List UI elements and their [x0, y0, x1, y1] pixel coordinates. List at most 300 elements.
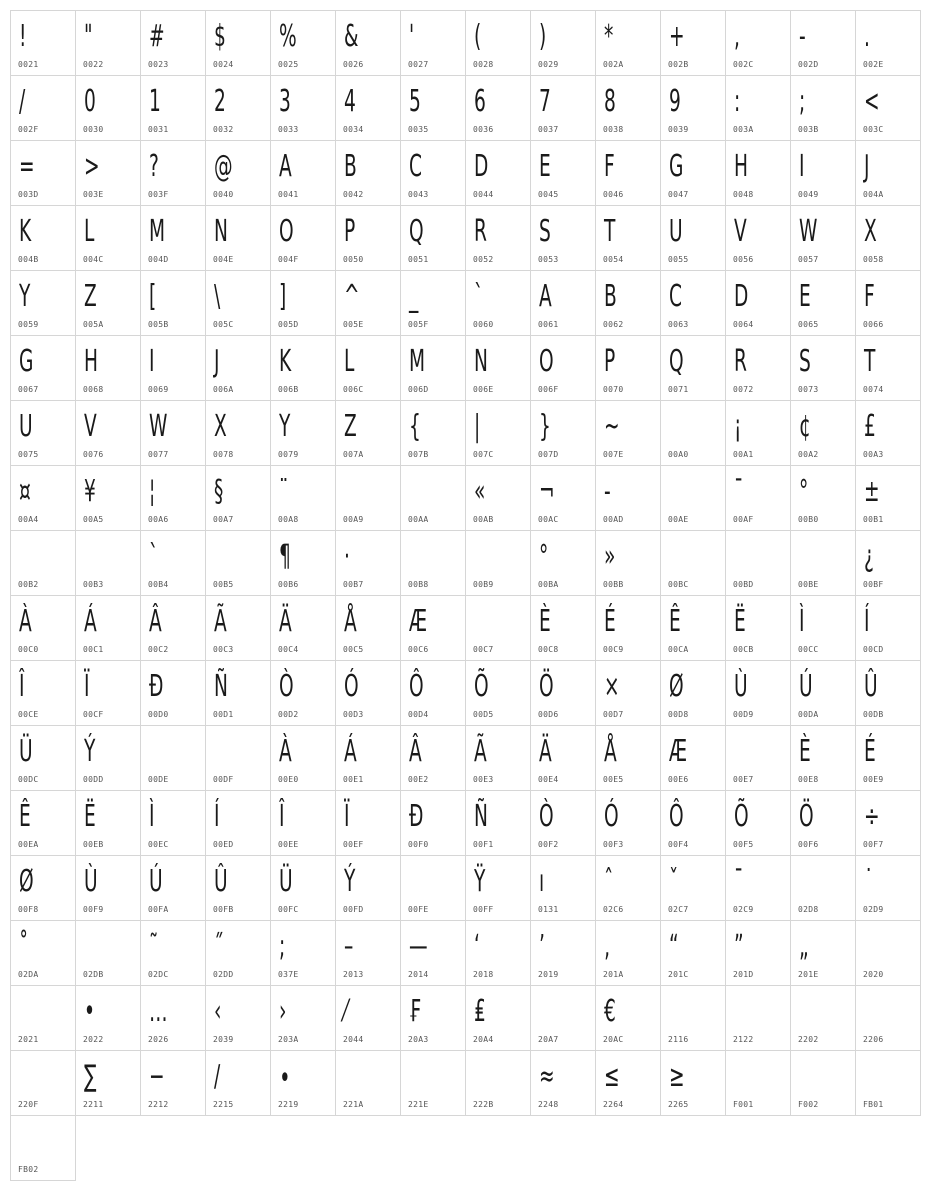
glyph-code-label: 0062: [603, 320, 624, 329]
glyph-code-label: 00DF: [213, 775, 234, 784]
glyph-char: ≈: [539, 1059, 555, 1094]
glyph-cell: [855, 465, 921, 531]
glyph-cell: [725, 270, 791, 336]
glyph-code-label: 004B: [18, 255, 39, 264]
glyph-cell: [530, 75, 596, 141]
glyph-cell: [660, 400, 726, 466]
glyph-code-label: 20AC: [603, 1035, 624, 1044]
glyph-cell: [75, 660, 141, 726]
glyph-char: Ó: [344, 669, 359, 704]
glyph-code-label: 0042: [343, 190, 364, 199]
glyph-code-label: 0045: [538, 190, 559, 199]
glyph-char: Ì: [149, 799, 155, 834]
glyph-char: Á: [84, 604, 97, 639]
glyph-code-label: 002D: [798, 60, 819, 69]
glyph-code-label: 00BD: [733, 580, 754, 589]
glyph-code-label: 00E8: [798, 775, 819, 784]
glyph-cell: [270, 595, 336, 661]
glyph-cell: [465, 660, 531, 726]
glyph-cell: [400, 725, 466, 791]
glyph-char: Ø: [669, 669, 684, 704]
glyph-cell: [790, 595, 856, 661]
glyph-code-label: 004C: [83, 255, 104, 264]
glyph-code-label: 20A7: [538, 1035, 559, 1044]
glyph-cell: [270, 725, 336, 791]
glyph-code-label: 007B: [408, 450, 429, 459]
glyph-cell: [75, 530, 141, 596]
glyph-cell: [595, 335, 661, 401]
glyph-char: Ï: [84, 669, 90, 704]
glyph-cell: [400, 595, 466, 661]
glyph-code-label: 0021: [18, 60, 39, 69]
glyph-code-label: 00A5: [83, 515, 104, 524]
glyph-code-label: 0049: [798, 190, 819, 199]
glyph-cell: [530, 140, 596, 206]
glyph-code-label: 00DC: [18, 775, 39, 784]
glyph-cell: [10, 465, 76, 531]
glyph-cell: [465, 465, 531, 531]
glyph-code-label: 00E5: [603, 775, 624, 784]
glyph-code-label: 0060: [473, 320, 494, 329]
glyph-cell: [725, 1050, 791, 1116]
glyph-code-label: 0040: [213, 190, 234, 199]
glyph-char: `: [474, 279, 484, 314]
glyph-code-label: 00AF: [733, 515, 754, 524]
glyph-char: ˚: [19, 929, 29, 964]
glyph-code-label: 003C: [863, 125, 884, 134]
glyph-char: ‚: [604, 929, 610, 964]
glyph-cell: [855, 595, 921, 661]
glyph-code-label: 2212: [148, 1100, 169, 1109]
glyph-char: ≤: [604, 1059, 620, 1094]
glyph-char: G: [669, 149, 684, 184]
glyph-cell: [75, 595, 141, 661]
glyph-cell: [205, 270, 271, 336]
glyph-char: È: [799, 734, 811, 769]
glyph-cell: [400, 660, 466, 726]
glyph-cell: [660, 140, 726, 206]
glyph-code-label: 00D3: [343, 710, 364, 719]
glyph-char: B: [604, 279, 617, 314]
glyph-char: ·: [344, 539, 350, 574]
glyph-cell: [790, 270, 856, 336]
glyph-code-label: 0043: [408, 190, 429, 199]
glyph-cell: [725, 10, 791, 76]
glyph-cell: [595, 205, 661, 271]
glyph-char: Ù: [84, 864, 98, 899]
glyph-char: Ú: [149, 864, 163, 899]
glyph-char: L: [344, 344, 355, 379]
glyph-char: Y: [279, 409, 291, 444]
glyph-cell: [335, 10, 401, 76]
glyph-code-label: 02DA: [18, 970, 39, 979]
glyph-char: N: [474, 344, 488, 379]
glyph-cell: [465, 10, 531, 76]
glyph-cell: [140, 205, 206, 271]
glyph-code-label: 0058: [863, 255, 884, 264]
glyph-code-label: 006E: [473, 385, 494, 394]
glyph-char: Ù: [734, 669, 748, 704]
glyph-char: G: [19, 344, 34, 379]
glyph-cell: [335, 140, 401, 206]
glyph-cell: [725, 725, 791, 791]
glyph-code-label: 00FC: [278, 905, 299, 914]
glyph-code-label: 2019: [538, 970, 559, 979]
glyph-char: Z: [84, 279, 97, 314]
glyph-cell: [205, 660, 271, 726]
glyph-char: S: [539, 214, 551, 249]
glyph-cell: [270, 335, 336, 401]
glyph-code-label: 00CC: [798, 645, 819, 654]
glyph-code-label: 0064: [733, 320, 754, 329]
glyph-cell: [270, 75, 336, 141]
glyph-cell: [205, 530, 271, 596]
glyph-code-label: 00DA: [798, 710, 819, 719]
glyph-code-label: 2018: [473, 970, 494, 979]
glyph-cell: [660, 335, 726, 401]
glyph-char: Õ: [734, 799, 749, 834]
glyph-code-label: 00C7: [473, 645, 494, 654]
glyph-code-label: FB02: [18, 1165, 39, 1174]
glyph-char: :: [734, 84, 741, 119]
glyph-char: 3: [279, 84, 291, 119]
glyph-cell: [140, 400, 206, 466]
glyph-cell: [270, 660, 336, 726]
glyph-char: Î: [279, 799, 285, 834]
glyph-char: É: [864, 734, 876, 769]
glyph-char: «: [474, 474, 486, 509]
glyph-code-label: 00F6: [798, 840, 819, 849]
glyph-char: Ý: [84, 734, 96, 769]
glyph-code-label: 00E9: [863, 775, 884, 784]
glyph-cell: [75, 855, 141, 921]
glyph-cell: [75, 140, 141, 206]
glyph-char: ˇ: [669, 864, 679, 899]
glyph-char: Z: [344, 409, 357, 444]
glyph-cell: [10, 205, 76, 271]
glyph-code-label: 004E: [213, 255, 234, 264]
glyph-code-label: 005E: [343, 320, 364, 329]
glyph-code-label: 003B: [798, 125, 819, 134]
glyph-cell: [790, 140, 856, 206]
glyph-code-label: 00D0: [148, 710, 169, 719]
glyph-char: Ö: [799, 799, 814, 834]
glyph-cell: [205, 985, 271, 1051]
glyph-code-label: 00B2: [18, 580, 39, 589]
glyph-cell: [530, 855, 596, 921]
glyph-code-label: 0039: [668, 125, 689, 134]
glyph-cell: [530, 660, 596, 726]
glyph-cell: [270, 205, 336, 271]
glyph-cell: [400, 335, 466, 401]
glyph-cell: [725, 205, 791, 271]
glyph-code-label: 00CA: [668, 645, 689, 654]
glyph-code-label: 0027: [408, 60, 429, 69]
glyph-cell: [790, 400, 856, 466]
glyph-char: 4: [344, 84, 356, 119]
glyph-code-label: 0041: [278, 190, 299, 199]
glyph-code-label: 00B0: [798, 515, 819, 524]
glyph-code-label: 0035: [408, 125, 429, 134]
glyph-cell: [140, 790, 206, 856]
glyph-code-label: 221A: [343, 1100, 364, 1109]
glyph-code-label: 00DE: [148, 775, 169, 784]
glyph-cell: [595, 10, 661, 76]
glyph-cell: [660, 660, 726, 726]
glyph-cell: [335, 855, 401, 921]
glyph-char: Ã: [214, 604, 227, 639]
glyph-code-label: 0044: [473, 190, 494, 199]
glyph-char: Ú: [799, 669, 813, 704]
glyph-code-label: 00B5: [213, 580, 234, 589]
glyph-code-label: 003F: [148, 190, 169, 199]
glyph-code-label: 201D: [733, 970, 754, 979]
glyph-cell: [530, 530, 596, 596]
glyph-char: Æ: [409, 604, 428, 639]
glyph-grid: [10, 10, 920, 1180]
glyph-code-label: 003E: [83, 190, 104, 199]
glyph-char: È: [539, 604, 551, 639]
glyph-cell: [790, 855, 856, 921]
glyph-char: €: [604, 994, 616, 1029]
glyph-char: #: [149, 19, 165, 54]
glyph-char: [: [149, 279, 157, 314]
glyph-char: ‘: [474, 929, 480, 964]
glyph-cell: [140, 725, 206, 791]
glyph-code-label: 0026: [343, 60, 364, 69]
glyph-char: S: [799, 344, 811, 379]
glyph-code-label: 00A4: [18, 515, 39, 524]
glyph-cell: [75, 920, 141, 986]
glyph-cell: [205, 140, 271, 206]
glyph-char: À: [19, 604, 32, 639]
glyph-cell: [270, 920, 336, 986]
glyph-code-label: 00C9: [603, 645, 624, 654]
glyph-cell: [205, 205, 271, 271]
glyph-cell: [75, 465, 141, 531]
glyph-cell: [400, 270, 466, 336]
glyph-cell: [595, 465, 661, 531]
glyph-char: O: [279, 214, 294, 249]
glyph-cell: [790, 920, 856, 986]
glyph-char: -: [799, 19, 806, 54]
glyph-char: {: [409, 409, 421, 444]
glyph-cell: [465, 75, 531, 141]
glyph-char: ˉ: [734, 864, 744, 899]
glyph-char: U: [19, 409, 33, 444]
glyph-cell: [140, 595, 206, 661]
glyph-char: 8: [604, 84, 616, 119]
glyph-cell: [595, 985, 661, 1051]
glyph-cell: [595, 530, 661, 596]
glyph-char: Ë: [84, 799, 96, 834]
glyph-code-label: 007A: [343, 450, 364, 459]
glyph-char: V: [734, 214, 747, 249]
glyph-cell: [205, 725, 271, 791]
glyph-char: —: [409, 929, 428, 964]
glyph-char: H: [734, 149, 748, 184]
glyph-code-label: 037E: [278, 970, 299, 979]
glyph-cell: [205, 465, 271, 531]
glyph-cell: [660, 595, 726, 661]
glyph-code-label: 00B6: [278, 580, 299, 589]
glyph-code-label: 2020: [863, 970, 884, 979]
glyph-cell: [530, 595, 596, 661]
glyph-char: X: [214, 409, 227, 444]
glyph-char: \: [214, 279, 221, 314]
glyph-code-label: 0056: [733, 255, 754, 264]
glyph-char: °: [799, 474, 809, 509]
glyph-code-label: 006D: [408, 385, 429, 394]
glyph-cell: [270, 465, 336, 531]
glyph-char: .: [864, 19, 870, 54]
glyph-code-label: 00F8: [18, 905, 39, 914]
glyph-code-label: FB01: [863, 1100, 884, 1109]
glyph-cell: [205, 335, 271, 401]
glyph-code-label: 00D2: [278, 710, 299, 719]
glyph-code-label: 02C7: [668, 905, 689, 914]
glyph-char: ,: [734, 19, 740, 54]
glyph-cell: [660, 1050, 726, 1116]
glyph-code-label: 02D9: [863, 905, 884, 914]
glyph-code-label: 00D4: [408, 710, 429, 719]
glyph-code-label: 2215: [213, 1100, 234, 1109]
glyph-code-label: 006B: [278, 385, 299, 394]
glyph-char: Ñ: [214, 669, 228, 704]
glyph-cell: [400, 10, 466, 76]
glyph-code-label: 00CF: [83, 710, 104, 719]
glyph-char: Â: [149, 604, 162, 639]
glyph-code-label: 006C: [343, 385, 364, 394]
glyph-code-label: 00F2: [538, 840, 559, 849]
glyph-cell: [140, 1050, 206, 1116]
glyph-char: 7: [539, 84, 551, 119]
glyph-char: U: [669, 214, 683, 249]
glyph-cell: [465, 985, 531, 1051]
glyph-char: 2: [214, 84, 226, 119]
glyph-code-label: 0131: [538, 905, 559, 914]
glyph-code-label: 2211: [83, 1100, 104, 1109]
glyph-char: Ø: [19, 864, 34, 899]
glyph-char: &: [344, 19, 359, 54]
glyph-cell: [465, 270, 531, 336]
glyph-char: Q: [669, 344, 684, 379]
glyph-code-label: 005A: [83, 320, 104, 329]
glyph-cell: [595, 595, 661, 661]
glyph-char: A: [539, 279, 552, 314]
glyph-code-label: 02DD: [213, 970, 234, 979]
glyph-char: É: [604, 604, 616, 639]
glyph-code-label: 2206: [863, 1035, 884, 1044]
glyph-cell: [335, 400, 401, 466]
glyph-code-label: 0079: [278, 450, 299, 459]
glyph-code-label: 0071: [668, 385, 689, 394]
glyph-char: –: [344, 929, 354, 964]
glyph-char: F: [604, 149, 615, 184]
glyph-cell: [10, 75, 76, 141]
glyph-char: Y: [19, 279, 31, 314]
glyph-char: Ñ: [474, 799, 488, 834]
glyph-char: Ÿ: [474, 864, 486, 899]
glyph-char: 0: [84, 84, 96, 119]
glyph-cell: [855, 1050, 921, 1116]
glyph-code-label: 00C3: [213, 645, 234, 654]
glyph-cell: [75, 270, 141, 336]
glyph-char: Õ: [474, 669, 489, 704]
glyph-char: T: [864, 344, 876, 379]
glyph-cell: [530, 270, 596, 336]
glyph-code-label: 00BB: [603, 580, 624, 589]
glyph-char: P: [344, 214, 356, 249]
glyph-char: D: [474, 149, 489, 184]
glyph-char: ˜: [149, 929, 159, 964]
glyph-cell: [725, 335, 791, 401]
glyph-cell: [205, 400, 271, 466]
glyph-char: H: [84, 344, 98, 379]
glyph-cell: [205, 10, 271, 76]
glyph-char: ]: [279, 279, 287, 314]
glyph-char: J: [214, 344, 220, 379]
glyph-char: X: [864, 214, 877, 249]
glyph-code-label: 203A: [278, 1035, 299, 1044]
glyph-cell: [660, 790, 726, 856]
glyph-code-label: 0023: [148, 60, 169, 69]
glyph-cell: [10, 855, 76, 921]
glyph-code-label: 0024: [213, 60, 234, 69]
glyph-cell: [595, 790, 661, 856]
glyph-cell: [75, 725, 141, 791]
glyph-char: ¶: [279, 539, 291, 574]
glyph-char: ÷: [864, 799, 880, 834]
glyph-code-label: 2202: [798, 1035, 819, 1044]
glyph-cell: [10, 985, 76, 1051]
glyph-code-label: 002B: [668, 60, 689, 69]
glyph-cell: [335, 205, 401, 271]
glyph-cell: [855, 335, 921, 401]
glyph-code-label: 00DB: [863, 710, 884, 719]
glyph-cell: [10, 1115, 76, 1181]
glyph-cell: [75, 1050, 141, 1116]
glyph-char: ¿: [864, 539, 874, 574]
glyph-code-label: 0033: [278, 125, 299, 134]
glyph-char: ¦: [149, 474, 156, 509]
glyph-char: =: [19, 149, 35, 184]
glyph-cell: [140, 10, 206, 76]
glyph-code-label: 00CB: [733, 645, 754, 654]
glyph-cell: [140, 985, 206, 1051]
glyph-cell: [465, 855, 531, 921]
glyph-code-label: 2264: [603, 1100, 624, 1109]
glyph-char: C: [409, 149, 422, 184]
glyph-code-label: 00BC: [668, 580, 689, 589]
glyph-cell: [790, 985, 856, 1051]
glyph-code-label: 00EE: [278, 840, 299, 849]
glyph-cell: [725, 400, 791, 466]
glyph-code-label: 00FA: [148, 905, 169, 914]
glyph-code-label: 003A: [733, 125, 754, 134]
glyph-char: “: [669, 929, 679, 964]
glyph-cell: [140, 335, 206, 401]
glyph-char: I: [149, 344, 155, 379]
glyph-cell: [400, 205, 466, 271]
glyph-code-label: 201A: [603, 970, 624, 979]
glyph-code-label: 00C0: [18, 645, 39, 654]
glyph-code-label: 2248: [538, 1100, 559, 1109]
glyph-char: ˙: [864, 864, 874, 899]
glyph-cell: [855, 10, 921, 76]
glyph-code-label: 00F4: [668, 840, 689, 849]
glyph-char: ∑: [84, 1059, 97, 1094]
